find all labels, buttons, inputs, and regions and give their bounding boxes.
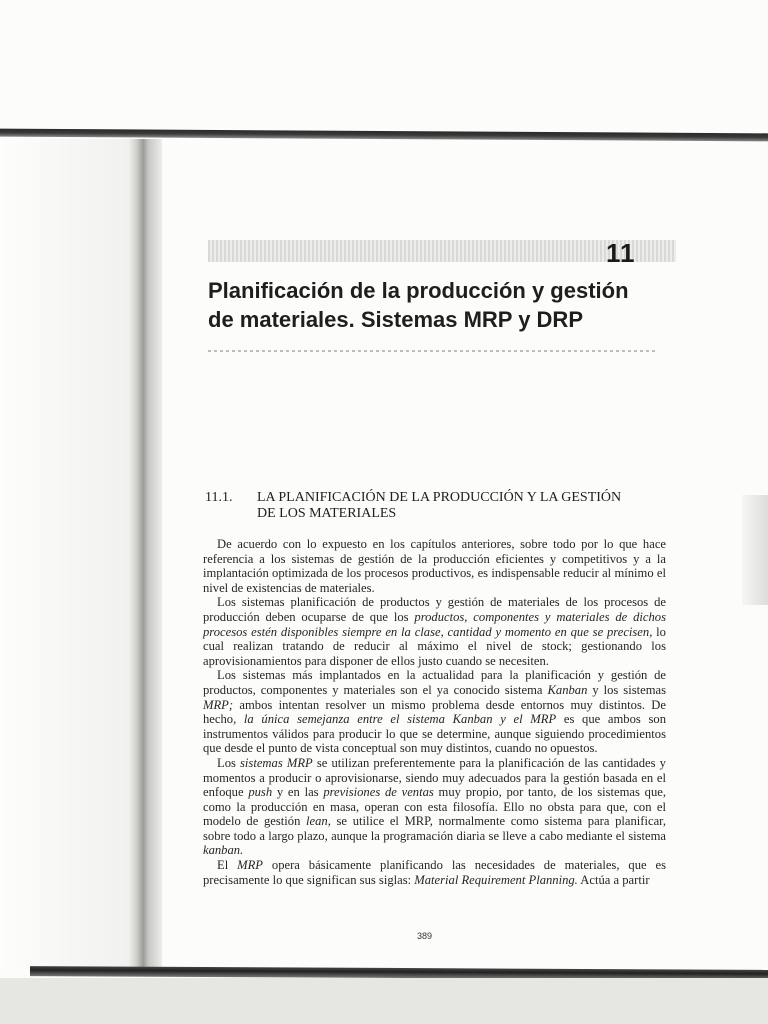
body-paragraph [203, 668, 666, 756]
italic-text: kanban. [203, 843, 244, 858]
section-title-line-1: LA PLANIFICACIÓN DE LA PRODUCCIÓN Y LA GESTIÓN [257, 490, 622, 505]
text-run: Los [217, 755, 241, 770]
body-paragraph [203, 756, 666, 858]
title-divider [208, 350, 658, 352]
italic-text: MRP [237, 858, 263, 873]
section-title-line-2: DE LOS MATERIALES [257, 506, 397, 521]
section-number: 11.1. [205, 490, 233, 505]
text-run: lo cual realizan tratando de reducir al máximo el nivel de stock; gestionando los aprovisionamientos para disponer de ellos justo cuando se necesiten. [203, 624, 666, 668]
page-number: 389 [417, 931, 433, 941]
italic-text: Kanban [547, 682, 588, 697]
text-run: Los sistemas más implantados en la actualidad para la planificación y gestión de productos, componentes y materiales son el ya conocido sistema [203, 668, 666, 697]
italic-text: push [248, 785, 273, 800]
italic-text: productos, componentes y materiales de dichos procesos estén disponibles siempre en la clase, cantidad y momento en que se precisen, [203, 609, 666, 639]
text-run: opera básicamente planificando las necesidades de materiales, que es precisamente lo que significan sus siglas: [203, 858, 666, 887]
body-paragraph [203, 858, 666, 887]
text-run: Actúa a partir [577, 872, 650, 887]
body-paragraph [203, 595, 666, 668]
body-paragraph [203, 537, 666, 595]
italic-text: sistemas MRP [240, 755, 313, 770]
italic-text: MRP; [203, 697, 234, 712]
text-run: se utilizan preferentemente para la planificación de las cantidades y momentos a producir o aprovisionarse, siendo muy adecuados para la gestión basada en el enfoque [203, 755, 666, 800]
text-run: y en las [272, 785, 324, 800]
section-heading [205, 490, 675, 522]
text-run: El [217, 858, 238, 873]
text-run: y los sistemas [587, 682, 666, 697]
italic-text: la única semejanza entre el sistema Kanban y el MRP [243, 712, 557, 727]
text-run: muy propio, por tanto, de los sistemas que, como la producción en masa, operan con esta filosofía. Ello no obsta para que, con el modelo de gestión [203, 785, 666, 829]
chapter-number: 11 [606, 238, 636, 268]
text-run: ambos intentan resolver un mismo problema desde entornos muy distintos. De hecho, [203, 697, 666, 727]
text-run: se utilice el MRP, normalmente como sistema para planificar, sobre todo a largo plazo, aunque la programación diaria se lleve a cabo mediante el sistema [203, 814, 666, 843]
text-run: Los sistemas planificación de productos y gestión de materiales de los procesos de producción deben ocuparse de que los [203, 595, 666, 624]
italic-text: lean, [306, 814, 331, 829]
chapter-title: Planificación de la producción y gestión de materiales. Sistemas MRP y DRP [208, 278, 629, 332]
body-text [203, 537, 666, 887]
italic-text: previsiones de ventas [323, 785, 434, 800]
italic-text: Material Requirement Planning. [414, 872, 578, 887]
text-run: es que ambos son instrumentos válidos para producir lo que se determine, aunque siguiendo procedimientos que desde el punto de vista conceptual son muy distintos, cuando no opuestos. [203, 712, 666, 756]
text-run: De acuerdo con lo expuesto en los capítulos anteriores, sobre todo por lo que hace referencia a los sistemas de gestión de la producción eficientes y competitivos y a la implantación optimizada de los procesos productivos, es indispensable reducir al mínimo el nivel de existencias de materiales. [203, 537, 666, 595]
